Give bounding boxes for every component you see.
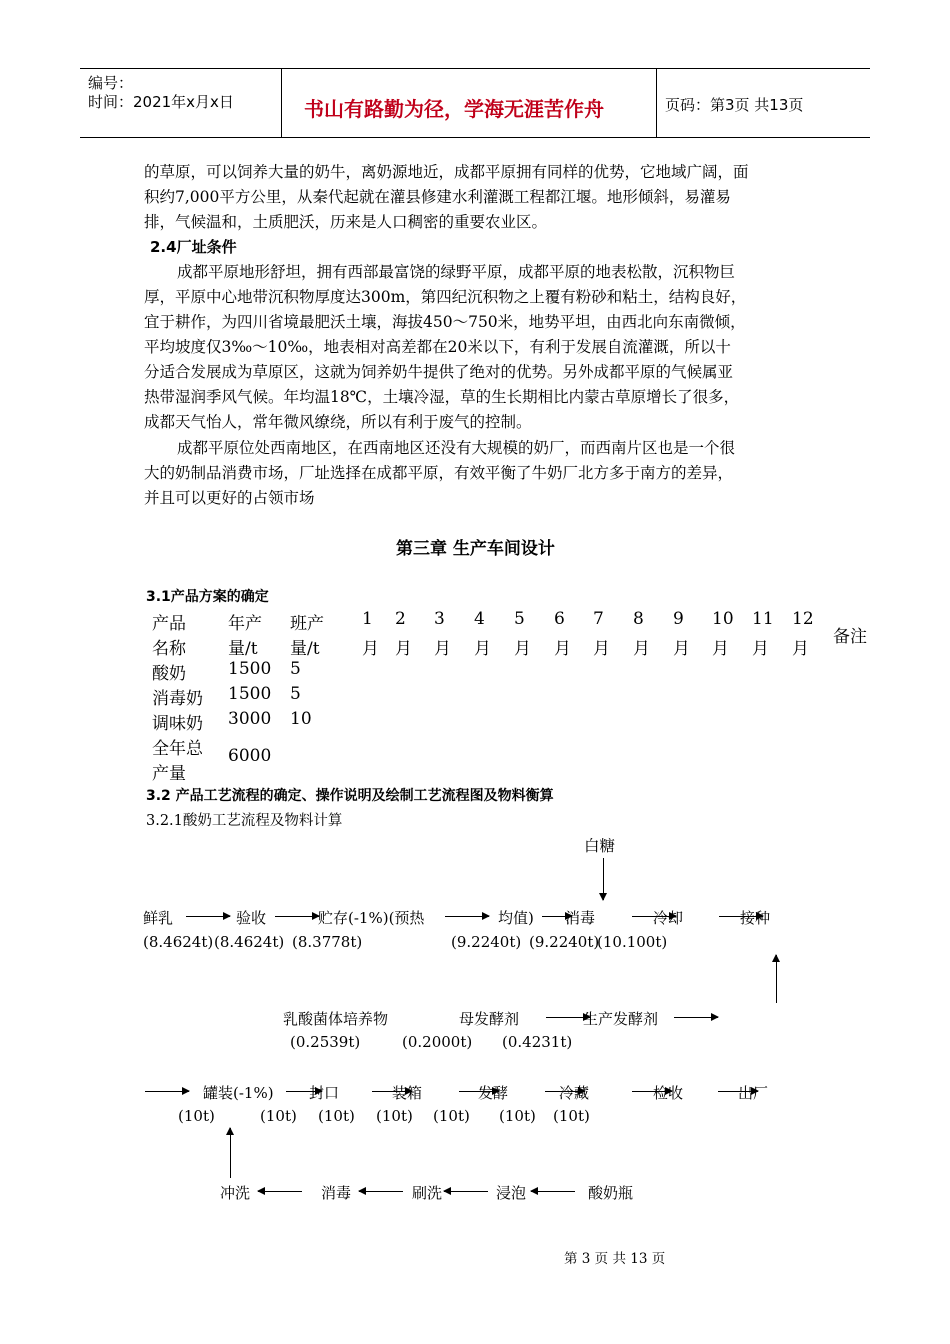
table-header-cell: 月: [752, 639, 769, 659]
flow-node: 验收: [236, 909, 267, 927]
flow-arrow-up: [230, 1128, 231, 1178]
table-header-cell: 月: [633, 639, 650, 659]
flow-qty: (8.4624t): [214, 933, 285, 951]
header-meta-cell: [80, 69, 282, 137]
flow-node: 接种: [740, 909, 771, 927]
flow-node: 贮存(-1%)(预热: [318, 909, 425, 927]
table-cell-name: 酸奶: [152, 664, 186, 684]
header-page-cell: [657, 69, 869, 137]
flow-node: 冷藏: [559, 1084, 590, 1102]
flow-node: 消毒: [565, 909, 596, 927]
table-header-cell: 月: [554, 639, 571, 659]
flow-arrow-left: [531, 1191, 575, 1192]
flow-arrow: [445, 916, 489, 917]
section-heading-3-2-1: 3.2.1酸奶工艺流程及物料计算: [146, 813, 343, 829]
table-header-cell: 月: [395, 639, 412, 659]
section-heading-3-1: 3.1产品方案的确定: [146, 589, 269, 605]
table-header-cell: 月: [712, 639, 729, 659]
table-cell-shift: 5: [290, 659, 301, 679]
table-header-cell: 产品: [152, 614, 186, 634]
table-header-cell: 月: [792, 639, 809, 659]
flow-qty: (10t): [499, 1107, 536, 1125]
flow-qty: (0.2539t): [290, 1033, 361, 1051]
flow-qty: (10t): [178, 1107, 215, 1125]
chapter-title: 第三章 生产车间设计: [396, 539, 555, 559]
flow-node: 鲜乳: [143, 909, 174, 927]
table-header-cell: 月: [434, 639, 451, 659]
header-motto-cell: [282, 69, 657, 137]
flow-node: 检收: [653, 1084, 684, 1102]
table-header-cell: 5: [514, 609, 525, 629]
flow-arrow: [145, 1091, 189, 1092]
flow-qty: (10t): [553, 1107, 590, 1125]
flow-node: 封口: [309, 1084, 340, 1102]
table-cell-annual: 1500: [228, 659, 272, 679]
section-heading-2-4: 2.4厂址条件: [150, 238, 237, 256]
flow-node-sugar: 白糖: [584, 837, 616, 855]
table-cell-shift: 5: [290, 684, 301, 704]
table-total-label: 全年总: [152, 739, 203, 759]
flow-node: 生产发酵剂: [583, 1010, 659, 1028]
paragraph-line: 积约7,000平方公里，从秦代起就在灌县修建水利灌溉工程都江堰。地形倾斜，易灌易: [144, 188, 731, 206]
table-cell-annual: 3000: [228, 709, 272, 729]
table-cell-shift: 10: [290, 709, 312, 729]
table-header-cell: 9: [673, 609, 684, 629]
table-header-cell: 11: [752, 609, 774, 629]
table-header-cell: 7: [593, 609, 604, 629]
flow-node: 均值): [498, 909, 534, 927]
table-header-cell: 3: [434, 609, 445, 629]
table-header-cell: 10: [712, 609, 734, 629]
table-header-cell: 月: [474, 639, 491, 659]
paragraph-line: 成都平原地形舒坦，拥有西部最富饶的绿野平原，成都平原的地表松散，沉积物巨: [177, 263, 736, 281]
paragraph-line: 并且可以更好的占领市场: [144, 489, 315, 507]
flow-node: 出厂: [738, 1084, 769, 1102]
paragraph-line: 成都天气怡人，常年微风缭绕，所以有利于废气的控制。: [144, 413, 532, 431]
table-header-cell: 12: [792, 609, 814, 629]
paragraph-line: 成都平原位处西南地区，在西南地区还没有大规模的奶厂，而西南片区也是一个很: [177, 439, 736, 457]
paragraph-line: 厚，平原中心地带沉积物厚度达300m，第四纪沉积物之上覆有粉砂和粘土，结构良好，: [144, 288, 747, 306]
table-header-cell: 量/t: [290, 639, 320, 659]
table-header-cell: 8: [633, 609, 644, 629]
flow-qty: (9.2240t): [529, 933, 600, 951]
paragraph-line: 排，气候温和，土质肥沃，历来是人口稠密的重要农业区。: [144, 213, 548, 231]
table-total-label: 产量: [152, 764, 186, 784]
flow-arrow-down: [603, 858, 604, 900]
table-header-cell: 量/t: [228, 639, 258, 659]
table-cell-name: 消毒奶: [152, 689, 203, 709]
table-header-cell: 月: [593, 639, 610, 659]
paragraph-line: 宜于耕作，为四川省境最肥沃土壤，海拔450～750米，地势平坦，由西北向东南微倾，: [144, 313, 746, 331]
table-header-cell: 6: [554, 609, 565, 629]
time-label: 时间：2021年x月x日: [88, 93, 234, 111]
paragraph-line: 的草原，可以饲养大量的奶牛，离奶源地近，成都平原拥有同样的优势，它地域广阔，面: [144, 163, 749, 181]
flow-arrow-up: [776, 955, 777, 1003]
section-heading-3-2: 3.2 产品工艺流程的确定、操作说明及绘制工艺流程图及物料衡算: [146, 788, 554, 804]
table-header-cell: 月: [362, 639, 379, 659]
flow-arrow-left: [258, 1191, 302, 1192]
flow-qty: (8.3778t): [292, 933, 363, 951]
serial-label: 编号：: [88, 74, 134, 92]
page-info: 页码：第3页 共13页: [665, 96, 804, 114]
paragraph-line: 热带湿润季风气候。年均温18℃，土壤冷湿，草的生长期相比内蒙古草原增长了很多，: [144, 388, 740, 406]
flow-qty: (0.4231t): [502, 1033, 573, 1051]
flow-arrow: [275, 916, 319, 917]
motto: 书山有路勤为径，学海无涯苦作舟: [304, 97, 604, 121]
paragraph-line: 大的奶制品消费市场，厂址选择在成都平原，有效平衡了牛奶厂北方多于南方的差异，: [144, 464, 734, 482]
paragraph-line: 平均坡度仅3‰～10‰，地表相对高差都在20米以下，有利于发展自流灌溉，所以十: [144, 338, 731, 356]
flow-qty: (10t): [376, 1107, 413, 1125]
table-header-cell: 年产: [228, 614, 262, 634]
table-header-cell: 班产: [290, 614, 324, 634]
flow-node: 冷却: [653, 909, 684, 927]
flow-qty: (10t): [260, 1107, 297, 1125]
flow-qty: (8.4624t): [143, 933, 214, 951]
flow-arrow: [186, 916, 230, 917]
flow-arrow: [674, 1017, 718, 1018]
table-cell-name: 调味奶: [152, 714, 203, 734]
table-header-cell: 1: [362, 609, 373, 629]
flow-node: 酸奶瓶: [588, 1184, 634, 1202]
table-remark-header: 备注: [833, 627, 867, 647]
flow-qty: (10.100t): [597, 933, 668, 951]
flow-arrow-left: [359, 1191, 403, 1192]
flow-node: 浸泡: [496, 1184, 527, 1202]
flow-node: 消毒: [321, 1184, 352, 1202]
page-footer: 第 3 页 共 13 页: [564, 1251, 666, 1267]
flow-node: 刷洗: [412, 1184, 443, 1202]
flow-node: 乳酸菌体培养物: [283, 1010, 389, 1028]
flow-qty: (10t): [318, 1107, 355, 1125]
table-header-cell: 月: [514, 639, 531, 659]
flow-node: 罐装(-1%): [203, 1084, 274, 1102]
flow-arrow-left: [444, 1191, 488, 1192]
table-header-cell: 月: [673, 639, 690, 659]
table-header-cell: 4: [474, 609, 485, 629]
flow-node: 母发酵剂: [459, 1010, 520, 1028]
flow-qty: (10t): [433, 1107, 470, 1125]
flow-qty: (9.2240t): [451, 933, 522, 951]
page-header: [80, 68, 870, 138]
table-cell-annual: 1500: [228, 684, 272, 704]
flow-node: 冲洗: [220, 1184, 251, 1202]
flow-node: 发酵: [478, 1084, 509, 1102]
table-header-cell: 2: [395, 609, 406, 629]
paragraph-line: 分适合发展成为草原区，这就为饲养奶牛提供了绝对的优势。另外成都平原的气候属亚: [144, 363, 734, 381]
table-total-value: 6000: [228, 746, 272, 766]
flow-qty: (0.2000t): [402, 1033, 473, 1051]
flow-node: 装箱: [392, 1084, 423, 1102]
table-header-cell: 名称: [152, 639, 186, 659]
